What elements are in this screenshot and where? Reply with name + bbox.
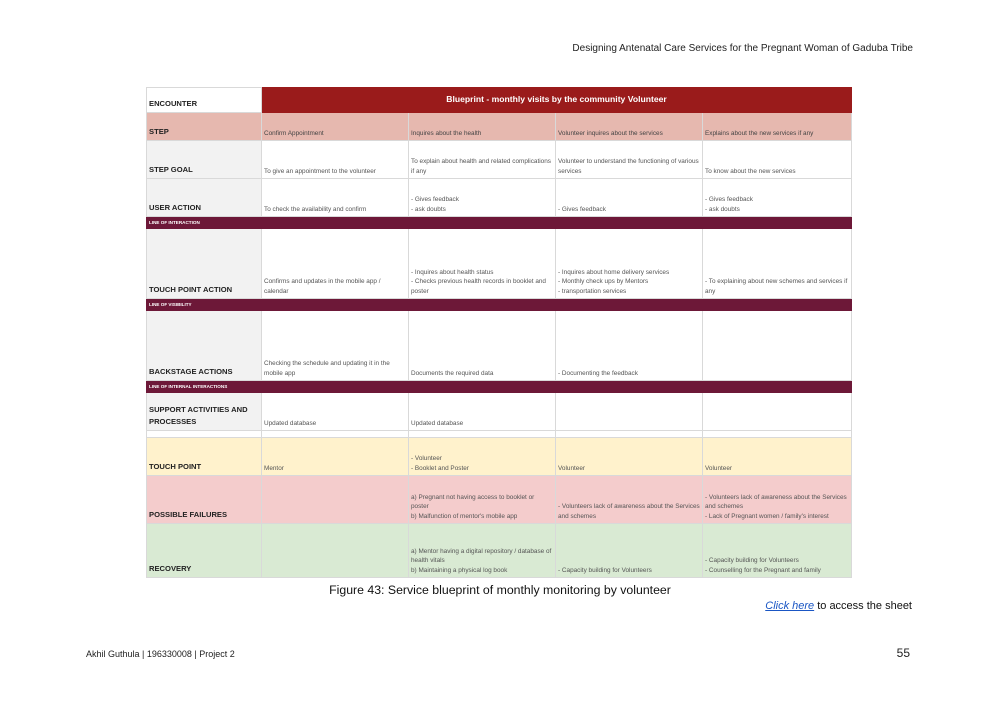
backstage-cell xyxy=(703,311,852,381)
support-label: SUPPORT ACTIVITIES AND PROCESSES xyxy=(147,393,262,431)
recovery-cell: - Capacity building for Volunteers xyxy=(556,524,703,578)
touch-point-cell: Mentor xyxy=(262,438,409,476)
backstage-label: BACKSTAGE ACTIONS xyxy=(147,311,262,381)
blueprint-title: Blueprint - monthly visits by the community Volunteer xyxy=(262,88,852,113)
sheet-link-line xyxy=(765,600,912,612)
recovery-label: RECOVERY xyxy=(147,524,262,578)
user-action-cell: - Gives feedback xyxy=(556,179,703,217)
user-action-cell: To check the availability and confirm xyxy=(262,179,409,217)
possible-failures-cell: - Volunteers lack of awareness about the Services and schemes - Lack of Pregnant women / family's interest xyxy=(703,476,852,524)
touch-point-action-cell: - To explaining about new schemes and services if any xyxy=(703,229,852,299)
user-action-label: USER ACTION xyxy=(147,179,262,217)
step-goal-cell: To know about the new services xyxy=(703,141,852,179)
touch-point-row xyxy=(147,438,852,476)
recovery-row xyxy=(147,524,852,578)
touch-point-cell: Volunteer xyxy=(703,438,852,476)
backstage-cell: - Documenting the feedback xyxy=(556,311,703,381)
recovery-cell: - Capacity building for Volunteers - Counselling for the Pregnant and family xyxy=(703,524,852,578)
step-cell: Explains about the new services if any xyxy=(703,113,852,141)
line-of-interaction xyxy=(147,217,852,229)
encounter-label: ENCOUNTER xyxy=(147,88,262,113)
blueprint-title-row xyxy=(147,88,852,113)
support-cell xyxy=(703,393,852,431)
step-label: STEP xyxy=(147,113,262,141)
support-cell xyxy=(556,393,703,431)
touch-point-action-cell: Confirms and updates in the mobile app / calendar xyxy=(262,229,409,299)
touch-point-action-cell: - Inquires about home delivery services - Monthly check ups by Mentors - transportation services xyxy=(556,229,703,299)
possible-failures-label: POSSIBLE FAILURES xyxy=(147,476,262,524)
touch-point-cell: - Volunteer - Booklet and Poster xyxy=(409,438,556,476)
touch-point-action-row xyxy=(147,229,852,299)
service-blueprint-table xyxy=(146,87,852,578)
user-action-cell: - Gives feedback - ask doubts xyxy=(703,179,852,217)
line-of-interaction-label: LINE OF INTERACTION xyxy=(147,217,852,229)
page-number: 55 xyxy=(896,646,910,660)
support-cell: Updated database xyxy=(409,393,556,431)
step-goal-cell: To explain about health and related complications if any xyxy=(409,141,556,179)
line-of-visibility-label: LINE OF VISIBILITY xyxy=(147,299,852,311)
step-cell: Confirm Appointment xyxy=(262,113,409,141)
touch-point-cell: Volunteer xyxy=(556,438,703,476)
possible-failures-cell: a) Pregnant not having access to booklet or poster b) Malfunction of mentor's mobile app xyxy=(409,476,556,524)
touch-point-action-cell: - Inquires about health status - Checks previous health records in booklet and poster xyxy=(409,229,556,299)
line-of-internal-interactions-label: LINE OF INTERNAL INTERACTIONS xyxy=(147,381,852,393)
figure-caption: Figure 43: Service blueprint of monthly monitoring by volunteer xyxy=(329,583,671,597)
user-action-cell: - Gives feedback - ask doubts xyxy=(409,179,556,217)
support-cell: Updated database xyxy=(262,393,409,431)
step-goal-label: STEP GOAL xyxy=(147,141,262,179)
possible-failures-cell: - Volunteers lack of awareness about the Services and schemes xyxy=(556,476,703,524)
backstage-cell: Documents the required data xyxy=(409,311,556,381)
step-goal-row xyxy=(147,141,852,179)
step-row xyxy=(147,113,852,141)
backstage-row xyxy=(147,311,852,381)
step-goal-cell: To give an appointment to the volunteer xyxy=(262,141,409,179)
line-of-visibility xyxy=(147,299,852,311)
recovery-cell xyxy=(262,524,409,578)
possible-failures-cell xyxy=(262,476,409,524)
user-action-row xyxy=(147,179,852,217)
recovery-cell: a) Mentor having a digital repository / database of health vitals b) Maintaining a physical log book xyxy=(409,524,556,578)
step-cell: Volunteer inquires about the services xyxy=(556,113,703,141)
possible-failures-row xyxy=(147,476,852,524)
step-cell: Inquires about the health xyxy=(409,113,556,141)
touch-point-label: TOUCH POINT xyxy=(147,438,262,476)
line-of-internal-interactions xyxy=(147,381,852,393)
support-row xyxy=(147,393,852,431)
click-here-link[interactable]: Click here xyxy=(765,600,815,612)
spacer-row xyxy=(147,431,852,438)
touch-point-action-label: TOUCH POINT ACTION xyxy=(147,229,262,299)
link-suffix: to access the sheet xyxy=(814,600,912,612)
running-header: Designing Antenatal Care Services for the Pregnant Woman of Gaduba Tribe xyxy=(572,43,913,54)
step-goal-cell: Volunteer to understand the functioning of various services xyxy=(556,141,703,179)
footer-author: Akhil Guthula | 196330008 | Project 2 xyxy=(86,649,235,659)
backstage-cell: Checking the schedule and updating it in the mobile app xyxy=(262,311,409,381)
